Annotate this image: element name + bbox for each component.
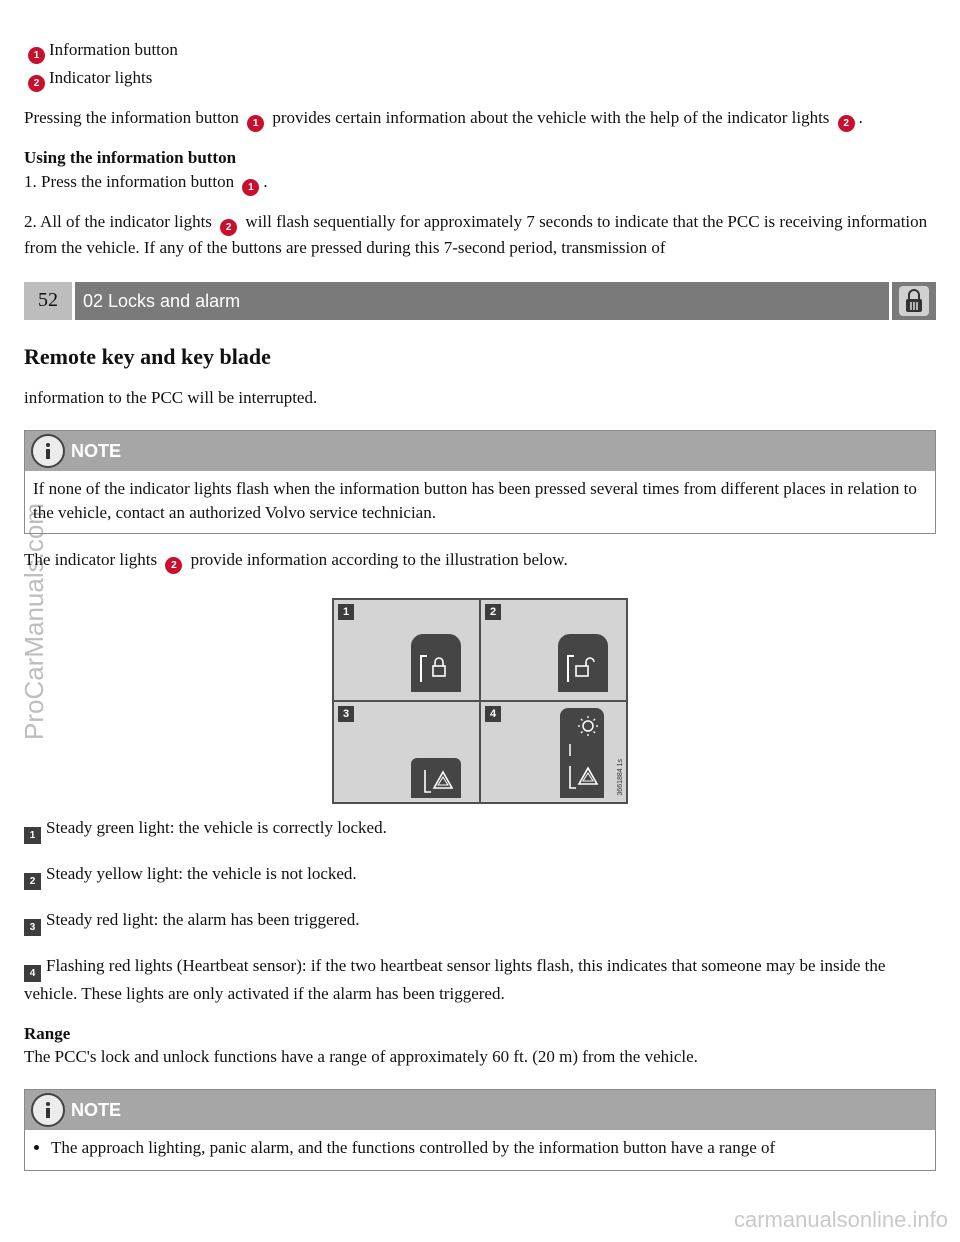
state-1-icon: 1: [24, 827, 41, 844]
state-4-icon: 4: [24, 965, 41, 982]
state-text: Steady green light: the vehicle is correctly locked.: [46, 817, 387, 837]
intro-paragraph: [24, 106, 936, 132]
figure-cell-1: [334, 600, 479, 700]
indicator-illustration: [332, 598, 628, 804]
indicator-text: provide information according to the illustration below.: [190, 549, 568, 569]
callout-2-icon: 2: [165, 557, 182, 574]
note-header: [25, 431, 935, 471]
figure-label: 3: [338, 706, 354, 722]
info-icon: [31, 434, 65, 468]
footer-watermark: carmanualsonline.info: [733, 1207, 948, 1233]
note-title: NOTE: [71, 1099, 122, 1120]
note-header: [25, 1090, 935, 1130]
step-text: 1. Press the information button: [24, 171, 235, 191]
legend-top: [24, 38, 936, 92]
light-state-item: [24, 816, 936, 844]
step-2: [24, 210, 936, 260]
page-heading: Remote key and key blade: [24, 343, 271, 369]
figure-cell-3: [334, 702, 479, 802]
step-text: will flash sequentially for approximately 7 seconds to indicate that the PCC is receiving information from the vehicle. If any of the buttons are pressed during this 7-second period, transmission of: [24, 211, 928, 257]
state-text: Flashing red lights (Heartbeat sensor): if the two heartbeat sensor lights flash, this indicates that someone may be inside the vehicle. These lights are only activated if the alarm has been triggered.: [24, 955, 886, 1003]
note-list: [25, 1136, 935, 1160]
figure-cell-4: [481, 702, 626, 802]
callout-1-icon: 1: [28, 47, 45, 64]
lock-icon: [892, 282, 936, 320]
light-states-list: [24, 816, 936, 1006]
figure-label: 4: [485, 706, 501, 722]
intro-text: Pressing the information button: [24, 108, 239, 127]
callout-1-icon: 1: [242, 179, 259, 196]
legend-label: Information button: [49, 40, 178, 59]
range-text: The PCC's lock and unlock functions have a range of approximately 60 ft. (20 m) from the vehicle.: [24, 1047, 698, 1067]
legend-label: Indicator lights: [49, 68, 153, 87]
figure-cell-2: [481, 600, 626, 700]
info-icon: [31, 1093, 65, 1127]
note-box: [24, 430, 936, 534]
page-number: 52: [24, 282, 72, 320]
range-heading: Range: [24, 1023, 71, 1043]
indicator-text: The indicator lights: [24, 549, 158, 569]
light-state-item: [24, 954, 936, 1006]
indicator-paragraph: [24, 548, 936, 574]
callout-2-icon: 2: [220, 219, 237, 236]
figure-label: 1: [338, 604, 354, 620]
key-fob-unlocked-icon: [558, 634, 608, 692]
figure-code: 3661884 1s: [617, 759, 624, 796]
note-title: NOTE: [71, 440, 122, 461]
note-text: If none of the indicator lights flash when the information button has been pressed several times from different places in relation to the vehicle, contact an authorized Volvo service technician.: [33, 479, 917, 522]
section-header-bar: [24, 282, 936, 320]
manual-page: [24, 38, 936, 1171]
state-text: Steady red light: the alarm has been triggered.: [46, 909, 360, 929]
callout-2-icon: 2: [28, 75, 45, 92]
step-1: [24, 170, 936, 196]
light-state-item: [24, 862, 936, 890]
key-fob-heartbeat-icon: [560, 708, 604, 798]
continued-text: information to the PCC will be interrupted.: [24, 388, 318, 408]
callout-1-icon: 1: [247, 115, 264, 132]
state-2-icon: 2: [24, 873, 41, 890]
using-heading: Using the information button: [24, 148, 237, 167]
watermark-text: ProCarManuals.com: [19, 503, 49, 740]
intro-end: .: [858, 108, 863, 127]
key-fob-locked-icon: [411, 634, 461, 692]
callout-2-icon: 2: [838, 115, 855, 132]
intro-text: provides certain information about the vehicle with the help of the indicator lights: [272, 108, 830, 127]
state-text: Steady yellow light: the vehicle is not locked.: [46, 863, 357, 883]
legend-item: [24, 66, 936, 92]
light-state-item: [24, 908, 936, 936]
list-item: • The approach lighting, panic alarm, and the functions controlled by the information button have a range of: [51, 1136, 935, 1160]
step-end: .: [263, 171, 268, 191]
key-fob-alarm-icon: [411, 758, 461, 798]
state-3-icon: 3: [24, 919, 41, 936]
section-title: 02 Locks and alarm: [75, 282, 889, 320]
step-text: 2. All of the indicator lights: [24, 211, 212, 231]
legend-item: [24, 38, 936, 64]
note-box-2: [24, 1089, 936, 1171]
figure-label: 2: [485, 604, 501, 620]
